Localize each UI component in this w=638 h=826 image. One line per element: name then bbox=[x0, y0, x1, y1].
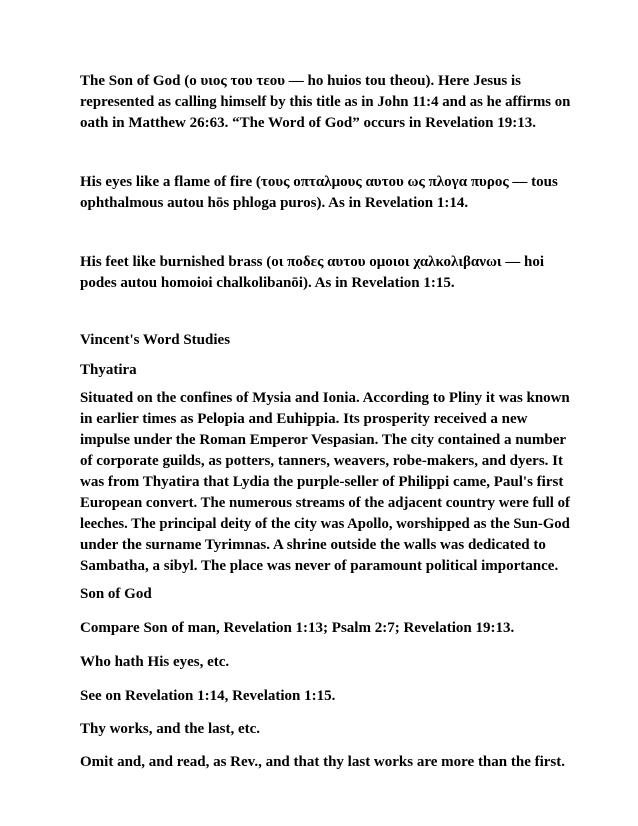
text-line: in earlier times as Pelopia and Euhippia. Its prosperity received a new bbox=[80, 411, 528, 427]
text-line: See on Revelation 1:14, Revelation 1:15. bbox=[80, 688, 336, 704]
text-line: Who hath His eyes, etc. bbox=[80, 654, 230, 670]
text-line: was from Thyatira that Lydia the purple-seller of Philippi came, Paul's first bbox=[80, 474, 564, 490]
text-line: leeches. The principal deity of the city was Apollo, worshipped as the Sun-God bbox=[80, 516, 570, 532]
text-line: Situated on the confines of Mysia and Ionia. According to Pliny it was known bbox=[80, 390, 570, 406]
paragraph-see-on-revelation bbox=[80, 686, 570, 707]
text-line: European convert. The numerous streams of the adjacent country were full of bbox=[80, 495, 570, 511]
text-line: under the surname Tyrimnas. A shrine outside the walls was dedicated to bbox=[80, 537, 546, 553]
text-line: Vincent's Word Studies bbox=[80, 332, 231, 348]
text-line: Thyatira bbox=[80, 362, 137, 378]
text-line: His eyes like a flame of fire (τους οπταλμους αυτου ως πλογα πυρος — tous bbox=[80, 174, 558, 190]
text-line: Omit and, and read, as Rev., and that thy last works are more than the first. bbox=[80, 754, 566, 770]
text-line: ophthalmous autou hōs phloga puros). As in Revelation 1:14. bbox=[80, 195, 469, 211]
paragraph-omit-and bbox=[80, 752, 570, 773]
paragraph-thyatira-description bbox=[80, 388, 570, 577]
text-line: podes autou homoioi chalkolibanōi). As in Revelation 1:15. bbox=[80, 275, 455, 291]
heading-who-hath-his-eyes bbox=[80, 652, 570, 673]
heading-vincents-word-studies bbox=[80, 330, 570, 351]
text-line: oath in Matthew 26:63. “The Word of God” occurs in Revelation 19:13. bbox=[80, 115, 536, 131]
heading-thy-works bbox=[80, 719, 570, 740]
paragraph-eyes-like-flame bbox=[80, 172, 570, 214]
text-line: Son of God bbox=[80, 586, 152, 602]
heading-son-of-god bbox=[80, 584, 570, 605]
paragraph-feet-like-brass bbox=[80, 252, 570, 294]
heading-thyatira bbox=[80, 360, 570, 381]
paragraph-son-of-god-commentary bbox=[80, 71, 570, 134]
text-line: Sambatha, a sibyl. The place was never of paramount political importance. bbox=[80, 558, 559, 574]
text-line: The Son of God (ο υιος του τεου — ho huios tou theou). Here Jesus is bbox=[80, 73, 522, 89]
text-line: of corporate guilds, as potters, tanners, weavers, robe-makers, and dyers. It bbox=[80, 453, 564, 469]
paragraph-compare-son-of-man bbox=[80, 618, 570, 639]
text-line: impulse under the Roman Emperor Vespasian. The city contained a number bbox=[80, 432, 567, 448]
text-line: His feet like burnished brass (οι ποδες αυτου ομοιοι χαλκολιβανωι — hoi bbox=[80, 254, 545, 270]
text-line: Thy works, and the last, etc. bbox=[80, 721, 261, 737]
text-line: Compare Son of man, Revelation 1:13; Psalm 2:7; Revelation 19:13. bbox=[80, 620, 515, 636]
text-line: represented as calling himself by this title as in John 11:4 and as he affirms on bbox=[80, 94, 571, 110]
